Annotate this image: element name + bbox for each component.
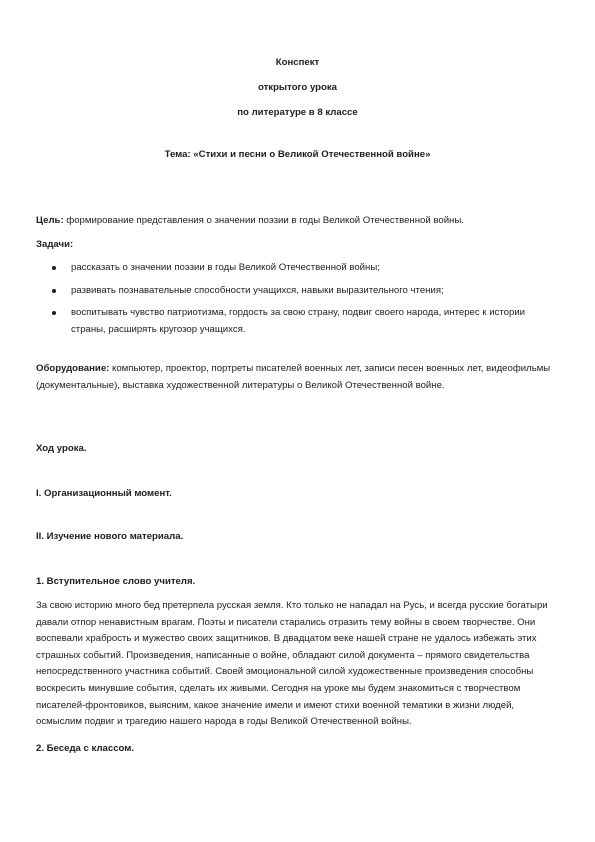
bullet-icon bbox=[52, 266, 56, 270]
task-text: воспитывать чувство патриотизма, гордость за свою страну, подвиг своего народа, интерес к истории страны, расширять кругозор учащихся. bbox=[71, 307, 526, 335]
equipment-label: Оборудование: bbox=[36, 363, 110, 374]
goal-paragraph bbox=[36, 213, 560, 230]
subsection-1-heading: 1. Вступительное слово учителя. bbox=[36, 576, 196, 587]
section-1-heading: I. Организационный момент. bbox=[36, 488, 172, 499]
task-text: развивать познавательные способности учащихся, навыки выразительного чтения; bbox=[71, 285, 444, 296]
doc-title-line-1: Конспект bbox=[275, 57, 320, 68]
intro-paragraph: За свою историю много бед претерпела русская земля. Кто только не нападал на Русь, и всегда русские богатыри давали отпор ненавистным врагам. Поэты и писатели старались отразить тему войны в своем творчестве. Они воспевали храбрость и мужество своих защитников. В двадцатом веке нашей стране не удалось избежать этих страшных событий. Произведения, написанные о войне, обладают силой документа – прямого свидетельства непосредственного участника событий. Своей эмоциональной силой художественные произведения способны воскресить минувшие события, сделать их живыми. Сегодня на уроке мы будем знакомиться с творчеством писателей-фронтовиков, выясним, какое значение имели и имеют стихи военной тематики в жизни людей, осмыслим подвиг и трагедию нашего народа в годы Великой Отечественной войны. bbox=[36, 600, 548, 728]
doc-title-line-3: по литературе в 8 классе bbox=[237, 107, 358, 118]
task-text: рассказать о значении поэзии в годы Великой Отечественной войны; bbox=[71, 262, 380, 273]
subsection-2-heading: 2. Беседа с классом. bbox=[36, 743, 135, 754]
goal-text: формирование представления о значении поэзии в годы Великой Отечественной войны. bbox=[63, 215, 464, 226]
doc-title-line-2: открытого урока bbox=[257, 82, 338, 93]
goal-label: Цель: bbox=[36, 215, 64, 226]
bullet-icon bbox=[52, 311, 56, 315]
lesson-flow-heading: Ход урока. bbox=[36, 443, 87, 454]
equipment-text: компьютер, проектор, портреты писателей военных лет, записи песен военных лет, видеофильмы (документальные), выставка художественной литературы о Великой Отечественной войне. bbox=[36, 363, 551, 391]
bullet-icon bbox=[52, 289, 56, 293]
tasks-label: Задачи: bbox=[36, 239, 74, 250]
section-2-heading: II. Изучение нового материала. bbox=[36, 531, 184, 542]
equipment-paragraph bbox=[36, 361, 560, 394]
doc-theme: Тема: «Стихи и песни о Великой Отечественной войне» bbox=[164, 149, 431, 160]
